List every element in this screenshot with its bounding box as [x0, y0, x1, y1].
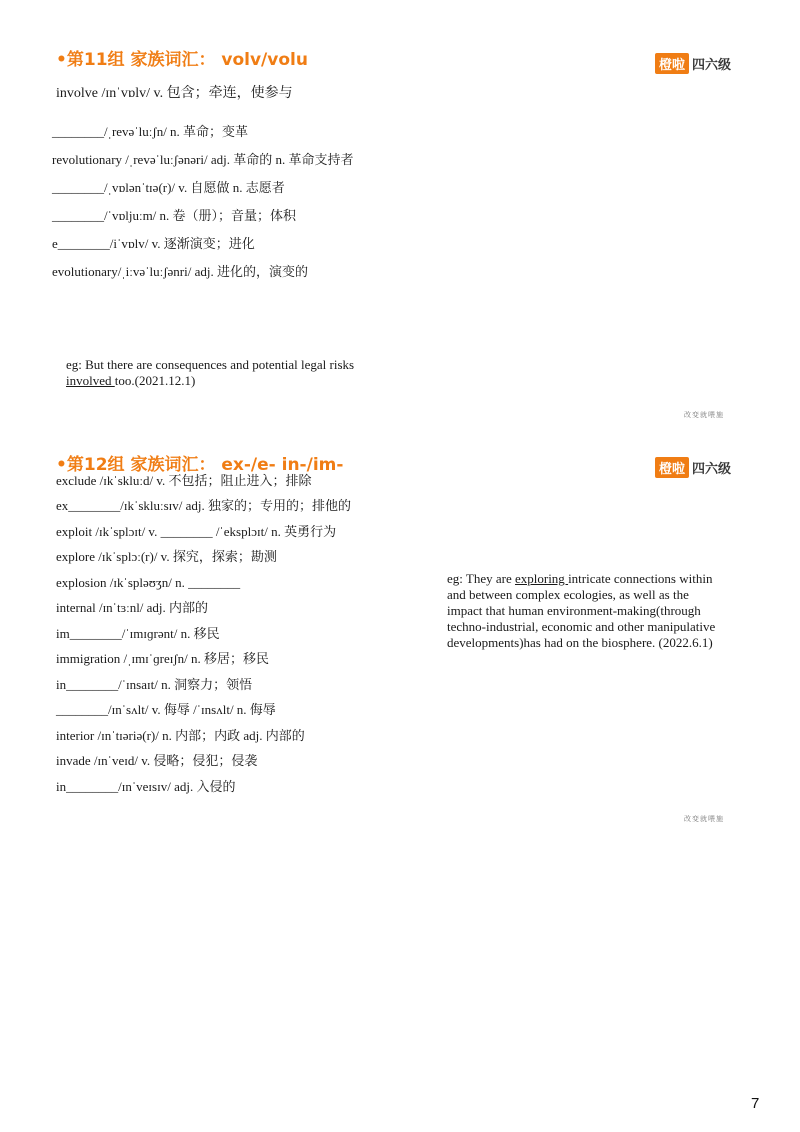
- section2-title: •第12组 家族词汇： ex-/e- in-/im-: [56, 455, 344, 475]
- vocab-entry: ________/ɪnˈsʌlt/ v. 侮辱 /ˈɪnsʌlt/ n. 侮辱: [56, 702, 276, 717]
- brand-logo: [655, 53, 731, 74]
- vocab-entry: ex________/ɪkˈskluːsɪv/ adj. 独家的；专用的；排他的: [56, 498, 352, 513]
- brand-box: 橙啦: [655, 53, 689, 74]
- footer-slogan: 改变就喂施: [684, 411, 724, 419]
- vocab-entry: im________/ˈɪmɪɡrənt/ n. 移民: [56, 626, 220, 641]
- vocab-entry: in________/ˈɪnsaɪt/ n. 洞察力；领悟: [56, 677, 253, 692]
- brand-text: 四六级: [692, 58, 732, 73]
- vocab-entry: explore /ɪkˈsplɔː(r)/ v. 探究，探索；勘测: [56, 549, 277, 564]
- section1-title: •第11组 家族词汇： volv/volu: [56, 50, 308, 70]
- vocab-entry: ________/ˌvɒlənˈtɪə(r)/ v. 自愿做 n. 志愿者: [52, 180, 285, 195]
- vocab-entry: interior /ɪnˈtɪəriə(r)/ n. 内部；内政 adj. 内部的: [56, 728, 305, 743]
- vocab-entry: in________/ɪnˈveɪsɪv/ adj. 入侵的: [56, 779, 236, 794]
- example-sentence: eg: They are exploring intricate connections within and between complex ecologies, as well as the impact that human environment-making(through techno-industrial, economic and other manipulative developments)has had on the biosphere. (2022.6.1): [447, 571, 716, 650]
- brand-box: 橙啦: [655, 457, 689, 478]
- vocab-entry: invade /ɪnˈveɪd/ v. 侵略；侵犯；侵袭: [56, 753, 258, 768]
- footer-slogan: 改变就喂施: [684, 815, 724, 823]
- brand-text: 四六级: [692, 462, 732, 477]
- vocab-entry: ________/ˌrevəˈluːʃn/ n. 革命；变革: [52, 124, 249, 139]
- vocab-entry: exclude /ɪkˈskluːd/ v. 不包括；阻止进入；排除: [56, 473, 312, 488]
- vocab-entry: immigration /ˌɪmɪˈɡreɪʃn/ n. 移居；移民: [56, 651, 270, 666]
- example-sentence: eg: But there are consequences and potential legal risks involved too.(2021.12.1): [66, 357, 355, 388]
- vocab-entry: revolutionary /ˌrevəˈluːʃənəri/ adj. 革命的 n. 革命支持者: [52, 152, 354, 167]
- vocab-entry: exploit /ɪkˈsplɔɪt/ v. ________ /ˈeksplɔɪt/ n. 英勇行为: [56, 524, 337, 539]
- underlined-word: exploring: [514, 571, 569, 586]
- vocab-entry: explosion /ɪkˈspləʊʒn/ n. ________: [56, 575, 241, 590]
- vocab-entry: internal /ɪnˈtɜːnl/ adj. 内部的: [56, 600, 209, 615]
- vocab-entry: evolutionary/ˌiːvəˈluːʃənri/ adj. 进化的，演变的: [52, 264, 308, 279]
- vocab-entry: e________/iˈvɒlv/ v. 逐渐演变；进化: [52, 236, 255, 251]
- vocab-entry: involve /ɪnˈvɒlv/ v. 包含；牵连，使参与: [56, 86, 293, 101]
- underlined-word: involved: [66, 373, 115, 388]
- brand-logo: [655, 457, 731, 478]
- page-number: 7: [751, 1095, 760, 1112]
- vocab-entry: ________/ˈvɒljuːm/ n. 卷（册）；音量；体积: [52, 208, 297, 223]
